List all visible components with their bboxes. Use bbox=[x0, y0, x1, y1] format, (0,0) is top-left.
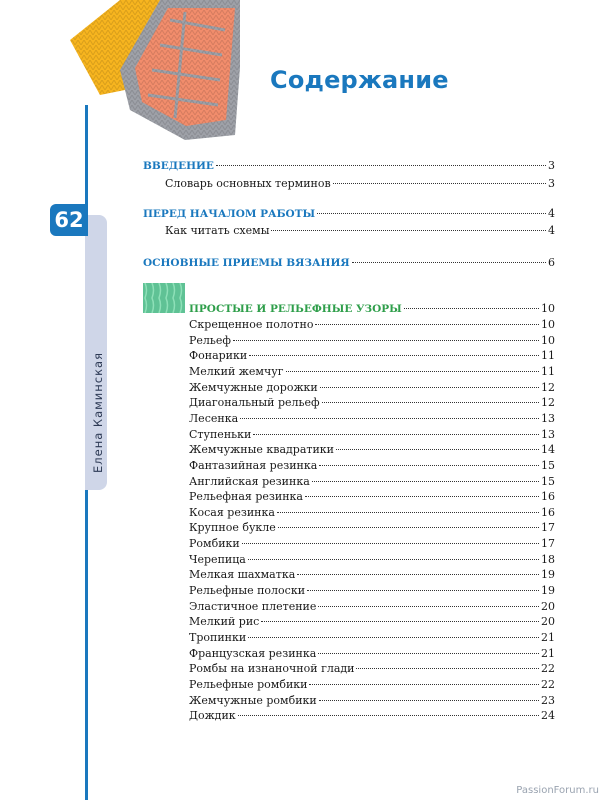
toc-page: 6 bbox=[548, 256, 555, 269]
toc-page: 19 bbox=[541, 584, 555, 598]
dot-leader bbox=[318, 606, 539, 607]
toc-page: 4 bbox=[548, 224, 555, 237]
toc-label: Дождик bbox=[189, 709, 236, 723]
toc-label: Мелкая шахматка bbox=[189, 568, 296, 582]
toc-page: 23 bbox=[541, 693, 555, 707]
toc-page: 17 bbox=[541, 521, 555, 535]
toc-page: 3 bbox=[548, 159, 555, 172]
toc-label: ОСНОВНЫЕ ПРИЕМЫ ВЯЗАНИЯ bbox=[143, 257, 350, 269]
toc-label: Рельеф bbox=[189, 333, 232, 347]
toc-label: Ромбы на изнаночной глади bbox=[189, 662, 355, 676]
toc-page: 20 bbox=[541, 615, 555, 629]
dot-leader bbox=[356, 668, 539, 669]
toc-entry[interactable] bbox=[165, 177, 555, 191]
toc-label: Словарь основных терминов bbox=[165, 177, 331, 190]
toc-label: Рельефные ромбики bbox=[189, 677, 308, 691]
toc-entry[interactable] bbox=[189, 381, 555, 395]
toc-entry[interactable] bbox=[189, 318, 555, 332]
dot-leader bbox=[336, 449, 539, 450]
green-knit-swatch bbox=[143, 283, 185, 313]
toc-page: 3 bbox=[548, 177, 555, 190]
toc-entry[interactable] bbox=[165, 224, 555, 238]
toc-page: 20 bbox=[541, 599, 555, 613]
toc-label: Французская резинка bbox=[189, 646, 317, 660]
toc-label: Жемчужные ромбики bbox=[189, 693, 317, 707]
dot-leader bbox=[253, 434, 539, 435]
toc-page: 16 bbox=[541, 505, 555, 519]
toc-page: 12 bbox=[541, 380, 555, 394]
toc-label: Фантазийная резинка bbox=[189, 458, 318, 472]
toc-label: Ступеньки bbox=[189, 427, 252, 441]
dot-leader bbox=[319, 465, 539, 466]
toc-label: Мелкий жемчуг bbox=[189, 364, 284, 378]
toc-entry[interactable] bbox=[189, 521, 555, 535]
dot-leader bbox=[322, 402, 539, 403]
toc-section-basic-techniques[interactable] bbox=[143, 256, 555, 270]
dot-leader bbox=[333, 183, 546, 184]
toc-label: Эластичное плетение bbox=[189, 599, 317, 613]
toc-entry[interactable] bbox=[189, 631, 555, 645]
dot-leader bbox=[240, 418, 539, 419]
dot-leader bbox=[277, 512, 539, 513]
dot-leader bbox=[404, 308, 539, 309]
toc-page: 13 bbox=[541, 411, 555, 425]
toc-page: 18 bbox=[541, 552, 555, 566]
toc-page: 14 bbox=[541, 443, 555, 457]
toc-page: 21 bbox=[541, 646, 555, 660]
toc-entry[interactable] bbox=[189, 647, 555, 661]
toc-label: ВВЕДЕНИЕ bbox=[143, 160, 214, 172]
toc-label: Как читать схемы bbox=[165, 224, 270, 237]
dot-leader bbox=[278, 527, 539, 528]
dot-leader bbox=[312, 481, 539, 482]
toc-entry[interactable] bbox=[189, 553, 555, 567]
toc-entry[interactable] bbox=[189, 428, 555, 442]
toc-entry[interactable] bbox=[189, 615, 555, 629]
toc-entry[interactable] bbox=[189, 678, 555, 692]
dot-leader bbox=[242, 543, 539, 544]
toc-entry[interactable] bbox=[189, 334, 555, 348]
toc-page: 4 bbox=[548, 207, 555, 220]
toc-page: 13 bbox=[541, 427, 555, 441]
dot-leader bbox=[315, 324, 539, 325]
toc-label: ПРОСТЫЕ И РЕЛЬЕФНЫЕ УЗОРЫ bbox=[189, 303, 402, 315]
toc-label: Скрещенное полотно bbox=[189, 318, 314, 331]
toc-page: 19 bbox=[541, 568, 555, 582]
toc-label: Рельефная резинка bbox=[189, 490, 303, 504]
dot-leader bbox=[297, 574, 539, 575]
toc-entry[interactable] bbox=[189, 412, 555, 426]
toc-section-before-start[interactable] bbox=[143, 207, 555, 221]
dot-leader bbox=[216, 165, 546, 166]
toc-section-simple-relief[interactable] bbox=[189, 302, 555, 316]
toc-entry[interactable] bbox=[189, 365, 555, 379]
page-number: 62 bbox=[50, 204, 88, 236]
watermark: PassionForum.ru bbox=[516, 785, 599, 796]
toc-label: Фонарики bbox=[189, 349, 248, 363]
toc-entry[interactable] bbox=[189, 475, 555, 489]
toc-page: 15 bbox=[541, 474, 555, 488]
dot-leader bbox=[309, 684, 539, 685]
dot-leader bbox=[319, 700, 539, 701]
toc-entry[interactable] bbox=[189, 709, 555, 723]
toc-page: 11 bbox=[541, 349, 555, 363]
knitted-swatches-photo bbox=[0, 0, 240, 140]
toc-page: 22 bbox=[541, 662, 555, 676]
dot-leader bbox=[248, 637, 539, 638]
author-name: Елена Каминская bbox=[91, 351, 105, 473]
dot-leader bbox=[261, 621, 539, 622]
toc-page: 10 bbox=[541, 333, 555, 347]
toc-page: 21 bbox=[541, 631, 555, 644]
toc-entry[interactable] bbox=[189, 694, 555, 708]
toc-entry[interactable] bbox=[189, 568, 555, 582]
toc-page: 17 bbox=[541, 537, 555, 551]
toc-label: Ромбики bbox=[189, 537, 240, 551]
toc-label: Английская резинка bbox=[189, 474, 310, 488]
dot-leader bbox=[249, 355, 539, 356]
toc-page: 15 bbox=[541, 458, 555, 472]
toc-entry[interactable] bbox=[189, 443, 555, 457]
toc-label: ПЕРЕД НАЧАЛОМ РАБОТЫ bbox=[143, 208, 316, 220]
dot-leader bbox=[305, 496, 539, 497]
toc-label: Крупное букле bbox=[189, 521, 276, 535]
toc-page: 11 bbox=[541, 364, 555, 378]
toc-page: 10 bbox=[541, 302, 555, 315]
toc-label: Тропинки bbox=[189, 631, 247, 644]
toc-entry[interactable] bbox=[189, 396, 555, 410]
dot-leader bbox=[271, 230, 546, 231]
dot-leader bbox=[320, 387, 539, 388]
toc-entry[interactable] bbox=[189, 662, 555, 676]
dot-leader bbox=[307, 590, 539, 591]
toc-page: 24 bbox=[541, 709, 555, 723]
dot-leader bbox=[248, 559, 539, 560]
toc-entry[interactable] bbox=[189, 506, 555, 520]
dot-leader bbox=[352, 262, 546, 263]
dot-leader bbox=[238, 715, 539, 716]
toc-page: 16 bbox=[541, 490, 555, 504]
toc-section-intro[interactable] bbox=[143, 159, 555, 173]
toc-label: Лесенка bbox=[189, 411, 239, 425]
dot-leader bbox=[233, 340, 539, 341]
toc-entry[interactable] bbox=[189, 490, 555, 504]
toc-label: Диагональный рельеф bbox=[189, 396, 320, 410]
dot-leader bbox=[318, 653, 539, 654]
toc-label: Черепица bbox=[189, 552, 246, 566]
toc-label: Жемчужные дорожки bbox=[189, 380, 318, 394]
toc-entry[interactable] bbox=[189, 349, 555, 363]
toc-entry[interactable] bbox=[189, 537, 555, 551]
toc-entry[interactable] bbox=[189, 584, 555, 598]
toc-label: Мелкий рис bbox=[189, 615, 260, 629]
toc-page: 22 bbox=[541, 677, 555, 691]
toc-page: 10 bbox=[541, 318, 555, 331]
dot-leader bbox=[286, 371, 540, 372]
dot-leader bbox=[317, 213, 546, 214]
toc-entry[interactable] bbox=[189, 459, 555, 473]
toc-label: Рельефные полоски bbox=[189, 584, 306, 598]
toc-label: Косая резинка bbox=[189, 505, 275, 519]
toc-entry[interactable] bbox=[189, 600, 555, 614]
toc-label: Жемчужные квадратики bbox=[189, 443, 335, 457]
toc-page: 12 bbox=[541, 396, 555, 410]
page-title: Содержание bbox=[270, 66, 449, 94]
